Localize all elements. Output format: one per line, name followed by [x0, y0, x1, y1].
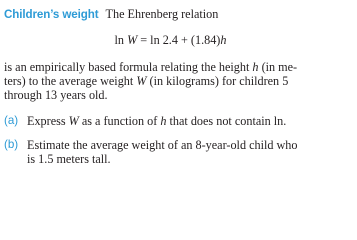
problem-heading — [4, 7, 351, 22]
part-b-text — [27, 138, 298, 166]
part-a-text — [27, 114, 286, 128]
description-line-3: through 13 years old. — [4, 88, 108, 102]
part-b — [4, 138, 351, 166]
description-line-1: is an empirically based formula relating the height h (in me- — [4, 60, 298, 74]
part-a — [4, 114, 351, 128]
part-b-letter: (b) — [4, 138, 19, 151]
problem-description — [4, 60, 351, 102]
part-a-letter: (a) — [4, 114, 19, 127]
problem-lead: The Ehrenberg relation — [105, 7, 219, 21]
equation-text: ln W = ln 2.4 + (1.84)h — [114, 33, 227, 47]
ehrenberg-equation — [4, 33, 351, 47]
part-b-line-1: Estimate the average weight of an 8-year-old child who — [27, 138, 298, 152]
part-b-line-2: is 1.5 meters tall. — [27, 152, 111, 166]
part-a-line-1: Express W as a function of h that does not contain ln. — [27, 114, 287, 128]
problem-title: Children’s weight — [4, 8, 99, 21]
description-line-2: ters) to the average weight W (in kilograms) for children 5 — [4, 74, 289, 88]
